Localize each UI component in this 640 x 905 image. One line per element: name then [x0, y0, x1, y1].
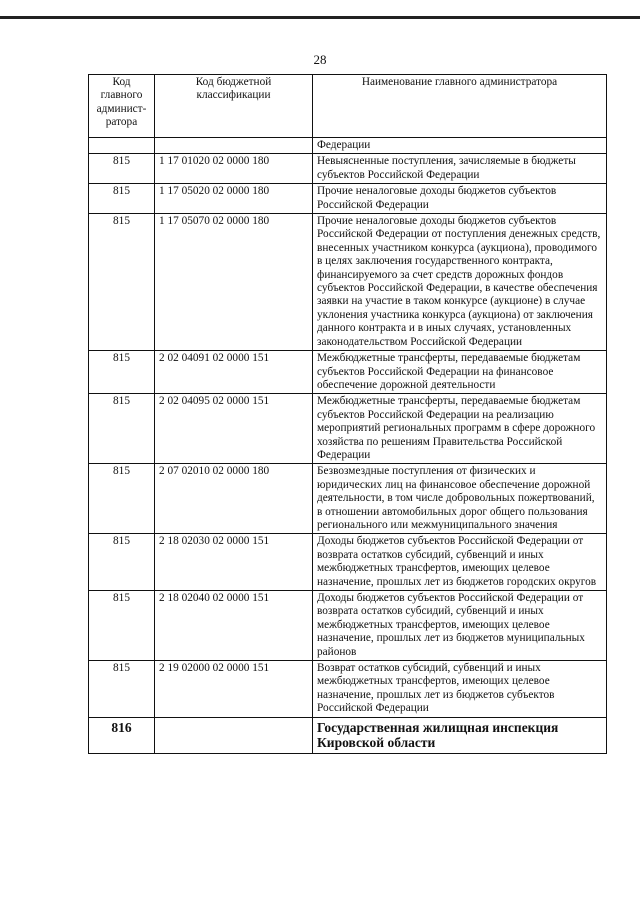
header-budget-code: Код бюджетной классификации — [155, 75, 313, 138]
page-number: 28 — [313, 52, 327, 67]
continuation-kbk-cell — [155, 138, 313, 154]
admin-name-cell: Прочие неналоговые доходы бюджетов субъектов Российской Федерации от поступления денежных средств, внесенных участником конкурса (аукциона), проводимого в целях заключения государственного контракта, финансируемого за счет средств дорожных фондов субъектов Российской Федерации, в качестве обеспечения заявки на участие в таком конкурсе (аукционе) в случае уклонения участника конкурса (аукциона) от заключения данного контракта и в иных случаях, установленных законодательством Российской Федерации — [313, 214, 607, 351]
budget-code-cell: 1 17 05070 02 0000 180 — [155, 214, 313, 351]
budget-code-cell: 2 18 02040 02 0000 151 — [155, 591, 313, 661]
table-row — [89, 591, 607, 661]
admin-name-cell: Прочие неналоговые доходы бюджетов субъектов Российской Федерации — [313, 184, 607, 214]
admin-name-cell: Безвозмездные поступления от физических и юридических лиц на финансовое обеспечение дорожной деятельности, в том числе добровольных пожертвований, в отношении автомобильных дорог общего пользования регионального или межмуниципального значения — [313, 464, 607, 534]
admin-code-cell: 815 — [89, 394, 155, 464]
admin-name-cell: Невыясненные поступления, зачисляемые в бюджеты субъектов Российской Федерации — [313, 154, 607, 184]
section-row — [89, 717, 607, 753]
admin-name-cell: Доходы бюджетов субъектов Российской Федерации от возврата остатков субсидий, субвенций и иных межбюджетных трансфертов, имеющих целевое назначение, прошлых лет из бюджетов городских округов — [313, 534, 607, 591]
budget-code-cell: 2 02 04095 02 0000 151 — [155, 394, 313, 464]
continuation-name-cell: Федерации — [313, 138, 607, 154]
header-admin-code: Код главного админист-ратора — [89, 75, 155, 138]
table-row — [89, 351, 607, 394]
admin-name-cell: Возврат остатков субсидий, субвенций и иных межбюджетных трансфертов, имеющих целевое назначение, прошлых лет из бюджетов субъектов Российской Федерации — [313, 661, 607, 718]
continuation-row — [89, 138, 607, 154]
admin-code-cell: 815 — [89, 154, 155, 184]
table-row — [89, 464, 607, 534]
continuation-admin-cell — [89, 138, 155, 154]
admin-code-cell: 815 — [89, 534, 155, 591]
table-header-row — [89, 75, 607, 138]
admin-code-cell: 815 — [89, 661, 155, 718]
budget-code-cell: 2 18 02030 02 0000 151 — [155, 534, 313, 591]
budget-code-cell: 2 07 02010 02 0000 180 — [155, 464, 313, 534]
admin-code-cell: 815 — [89, 184, 155, 214]
administrators-table — [88, 74, 607, 754]
admin-code-cell: 815 — [89, 591, 155, 661]
admin-code-cell: 815 — [89, 214, 155, 351]
table-row — [89, 534, 607, 591]
budget-code-cell: 1 17 05020 02 0000 180 — [155, 184, 313, 214]
table-row — [89, 154, 607, 184]
budget-code-cell: 2 02 04091 02 0000 151 — [155, 351, 313, 394]
budget-code-cell: 2 19 02000 02 0000 151 — [155, 661, 313, 718]
admin-name-cell: Межбюджетные трансферты, передаваемые бюджетам субъектов Российской Федерации на реализацию мероприятий региональных программ в сфере дорожного хозяйства по решениям Правительства Российской Федерации — [313, 394, 607, 464]
table-row — [89, 394, 607, 464]
admin-code-cell: 815 — [89, 351, 155, 394]
section-admin-code: 816 — [89, 717, 155, 753]
budget-code-cell: 1 17 01020 02 0000 180 — [155, 154, 313, 184]
admin-name-cell: Доходы бюджетов субъектов Российской Федерации от возврата остатков субсидий, субвенций и иных межбюджетных трансфертов, имеющих целевое назначение, прошлых лет из бюджетов муниципальных районов — [313, 591, 607, 661]
top-border — [0, 0, 640, 19]
admin-code-cell: 815 — [89, 464, 155, 534]
section-admin-name: Государственная жилищная инспекция Кировской области — [313, 717, 607, 753]
table-row — [89, 184, 607, 214]
admin-name-cell: Межбюджетные трансферты, передаваемые бюджетам субъектов Российской Федерации на финансовое обеспечение дорожной деятельности — [313, 351, 607, 394]
table-row — [89, 661, 607, 718]
table-row — [89, 214, 607, 351]
section-kbk — [155, 717, 313, 753]
header-admin-name: Наименование главного администратора — [313, 75, 607, 138]
